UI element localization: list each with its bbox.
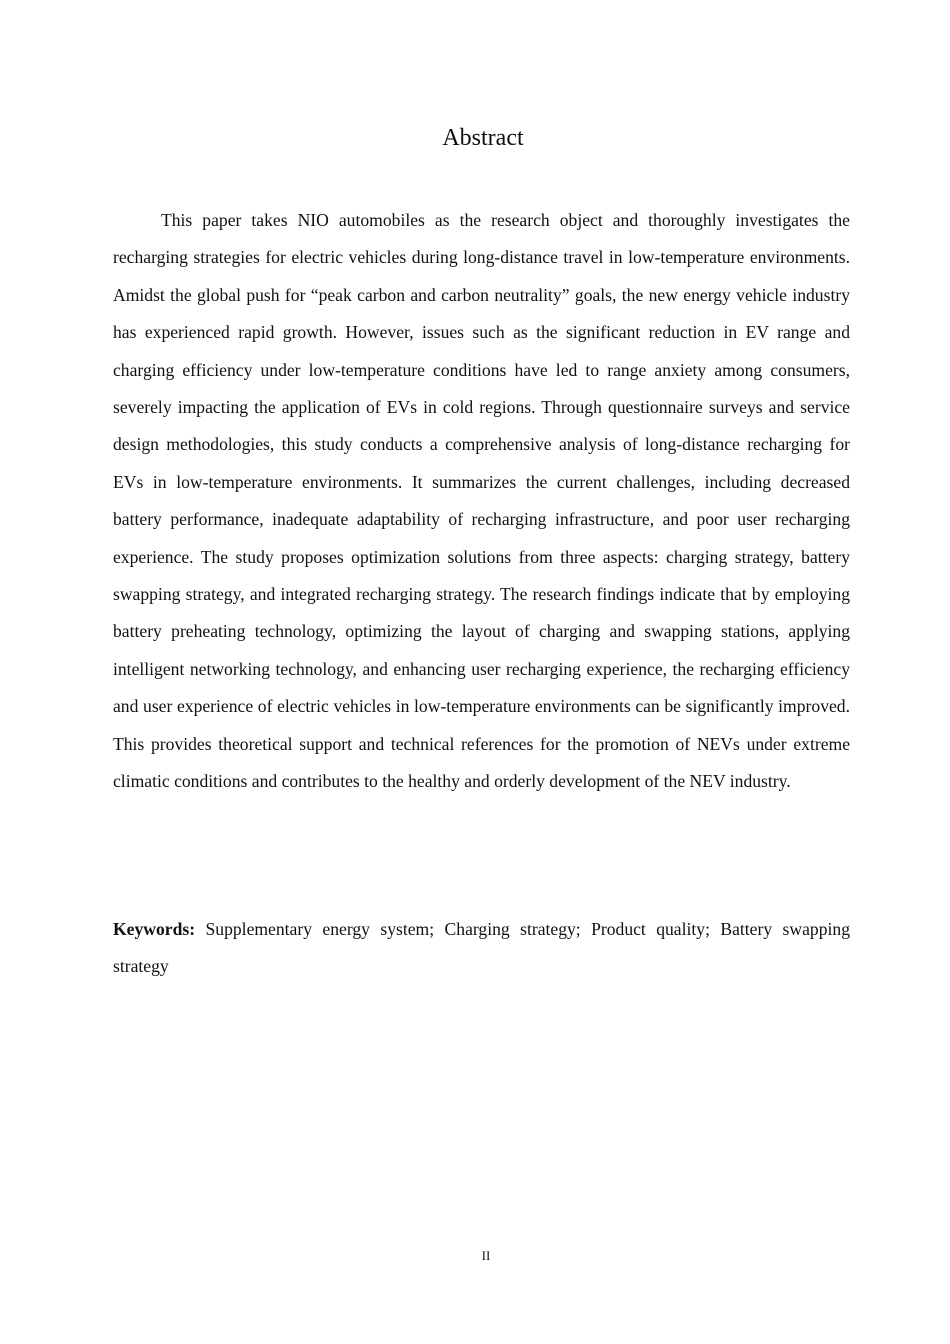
keywords-text: Supplementary energy system; Charging strategy; Product quality; Battery swapping strategy	[113, 919, 850, 977]
abstract-paragraph: This paper takes NIO automobiles as the research object and thoroughly investigates the recharging strategies for electric vehicles during long-distance travel in low-temperature environments. Amidst the global push for “peak carbon and carbon neutrality” goals, the new energy vehicle industry has experienced rapid growth. However, issues such as the significant reduction in EV range and charging efficiency under low-temperature conditions have led to range anxiety among consumers, severely impacting the application of EVs in cold regions. Through questionnaire surveys and service design methodologies, this study conducts a comprehensive analysis of long-distance recharging for EVs in low-temperature environments. It summarizes the current challenges, including decreased battery performance, inadequate adaptability of recharging infrastructure, and poor user recharging experience. The study proposes optimization solutions from three aspects: charging strategy, battery swapping strategy, and integrated recharging strategy. The research findings indicate that by employing battery preheating technology, optimizing the layout of charging and swapping stations, applying intelligent networking technology, and enhancing user recharging experience, the recharging efficiency and user experience of electric vehicles in low-temperature environments can be significantly improved. This provides theoretical support and technical references for the promotion of NEVs under extreme climatic conditions and contributes to the healthy and orderly development of the NEV industry.	[113, 210, 850, 792]
keywords-paragraph	[113, 911, 850, 986]
keywords-label: Keywords:	[113, 919, 196, 939]
page-title: Abstract	[442, 125, 524, 151]
page-number: II	[481, 1248, 491, 1263]
